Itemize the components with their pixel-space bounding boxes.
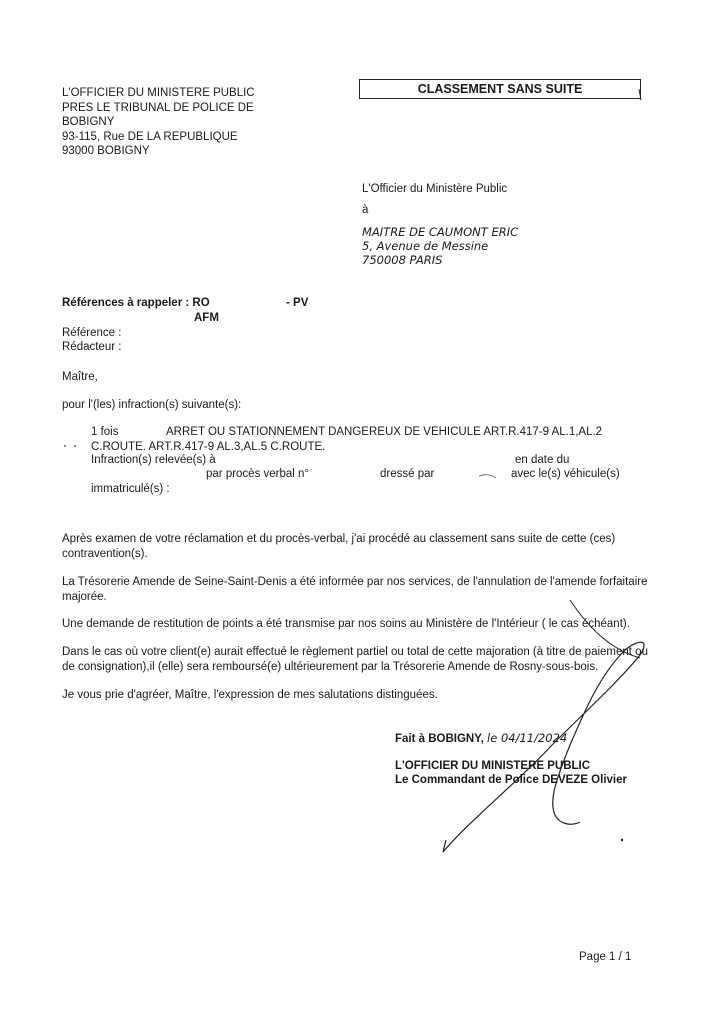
infraction-en-date: en date du: [515, 454, 570, 466]
infraction-vehicule: avec le(s) véhicule(s): [511, 468, 620, 480]
document-title: CLASSEMENT SANS SUITE: [359, 79, 641, 99]
signature-date: le 04/11/2024: [487, 731, 568, 745]
sender-line: L'OFFICIER DU MINISTERE PUBLIC: [62, 87, 255, 99]
references-afm: AFM: [194, 312, 219, 324]
page-number: Page 1 / 1: [579, 951, 632, 963]
recipient-from: L'Officier du Ministère Public: [362, 183, 508, 195]
recipient-street: 5, Avenue de Messine: [362, 239, 489, 254]
infraction-relevee: Infraction(s) relevée(s) à: [91, 454, 216, 466]
reference-label: Référence :: [62, 327, 122, 339]
sender-line: 93-115, Rue DE LA REPUBLIQUE: [62, 130, 238, 143]
recipient-name: MAITRE DE CAUMONT ERIC: [362, 225, 519, 240]
references-pv: - PV: [286, 297, 309, 309]
infraction-text-line2: C.ROUTE. ART.R.417-9 AL.3,AL.5 C.ROUTE.: [91, 441, 326, 453]
sender-line: PRES LE TRIBUNAL DE POLICE DE: [62, 101, 254, 114]
redacteur-label: Rédacteur :: [62, 341, 122, 353]
recipient-city: 750008 PARIS: [362, 253, 443, 268]
infraction-text-line1: ARRET OU STATIONNEMENT DANGEREUX DE VEHICULE ART.R.417-9 AL.1,AL.2: [166, 426, 603, 438]
signature-title2: Le Commandant de Police DEVEZE Olivier: [395, 774, 627, 786]
paragraph-salutations: Je vous prie d'agréer, Maître, l'expression de mes salutations distinguées.: [62, 689, 438, 701]
infraction-dresse: dressé par: [380, 468, 435, 480]
paragraph-tresorerie: La Trésorerie Amende de Seine-Saint-Denis a été informée par nos services, de l'annulation de l'amende forfaitaire majorée.: [62, 576, 648, 603]
paragraph-remboursement: Dans le cas où votre client(e) aurait effectué le règlement partiel ou total de cette majoration (à titre de paiement ou de consignation),il (elle) sera remboursé(e) ultérieurement par la Trésorerie Amende de Rosny-sous-bois.: [62, 646, 648, 673]
infractions-intro: pour l'(les) infraction(s) suivante(s):: [62, 399, 242, 411]
infraction-pv-num: par procès verbal n°: [206, 468, 310, 480]
recipient-to: à: [362, 203, 369, 216]
signature-place: Fait à BOBIGNY,: [395, 733, 484, 745]
sender-line: BOBIGNY: [62, 116, 115, 129]
paragraph-points: Une demande de restitution de points a été transmise par nos soins au Ministère de l'Intérieur ( le cas échéant).: [62, 618, 630, 630]
references-label: Références à rappeler : RO: [62, 297, 210, 309]
salutation: Maître,: [62, 371, 98, 383]
infraction-count: 1 fois: [91, 426, 119, 438]
infraction-immatricule: immatriculé(s) :: [91, 483, 170, 495]
paragraph-examen: Après examen de votre réclamation et du procès-verbal, j'ai procédé au classement sans suite de cette (ces) contravention(s).: [62, 533, 616, 560]
signature-title1: L'OFFICIER DU MINISTERE PUBLIC: [395, 760, 591, 772]
sender-line: 93000 BOBIGNY: [62, 145, 150, 158]
